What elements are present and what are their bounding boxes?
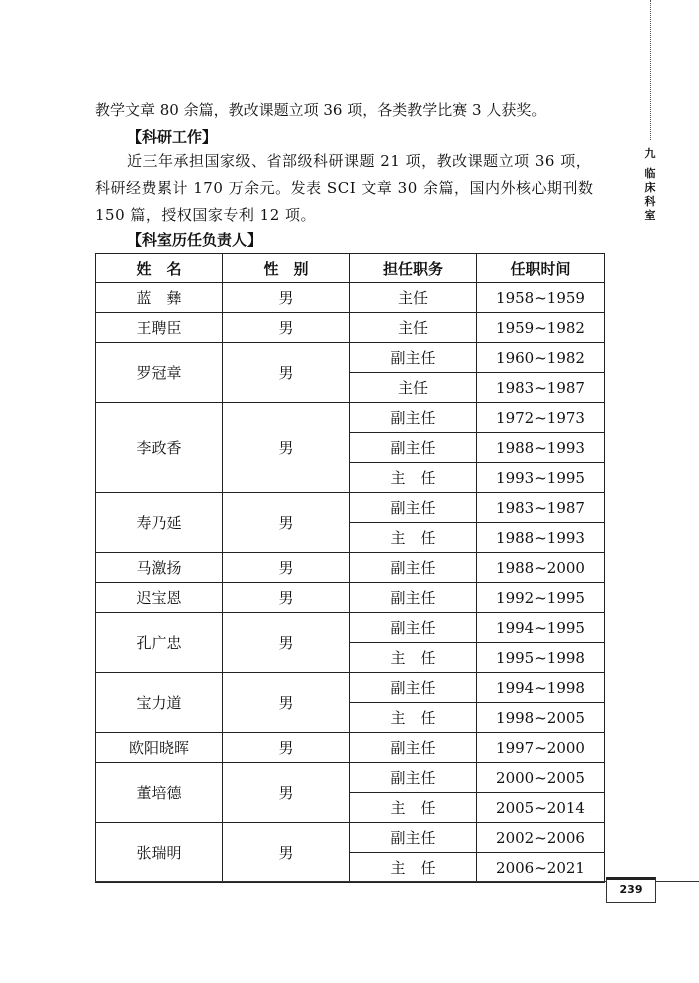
- cell-post: 主任: [350, 373, 477, 403]
- cell-post: 副主任: [350, 763, 477, 793]
- header-gender: 性 别: [223, 254, 350, 283]
- chapter-side-label: [642, 147, 658, 223]
- margin-dotted-line: [650, 0, 651, 140]
- cell-period: 1988~2000: [477, 553, 605, 583]
- table-row: [96, 763, 605, 793]
- cell-period: 1983~1987: [477, 493, 605, 523]
- cell-gender: 男: [223, 283, 350, 313]
- cell-gender: 男: [223, 313, 350, 343]
- cell-period: 2000~2005: [477, 763, 605, 793]
- cell-post: 主 任: [350, 703, 477, 733]
- cell-name: 宝力道: [96, 673, 223, 733]
- table-row: [96, 673, 605, 703]
- cell-name: 迟宝恩: [96, 583, 223, 613]
- cell-period: 1994~1998: [477, 673, 605, 703]
- table-row: [96, 583, 605, 613]
- table-row: [96, 823, 605, 853]
- cell-gender: 男: [223, 553, 350, 583]
- chapter-title: 临床科室: [644, 167, 656, 222]
- cell-name: 寿乃延: [96, 493, 223, 553]
- cell-post: 副主任: [350, 733, 477, 763]
- table-header-row: [96, 254, 605, 283]
- cell-post: 副主任: [350, 823, 477, 853]
- cell-period: 1959~1982: [477, 313, 605, 343]
- cell-name: 蓝 彝: [96, 283, 223, 313]
- table-body: [96, 283, 605, 883]
- cell-post: 副主任: [350, 433, 477, 463]
- cell-post: 副主任: [350, 493, 477, 523]
- cell-period: 2002~2006: [477, 823, 605, 853]
- cell-period: 2005~2014: [477, 793, 605, 823]
- cell-name: 马激扬: [96, 553, 223, 583]
- intro-paragraph: 教学文章 80 余篇，教改课题立项 36 项，各类教学比赛 3 人获奖。: [95, 101, 547, 119]
- table-row: [96, 283, 605, 313]
- cell-post: 主任: [350, 313, 477, 343]
- research-paragraph: 近三年承担国家级、省部级科研课题 21 项，教改课题立项 36 项，科研经费累计 170 万余元。发表 SCI 文章 30 余篇，国内外核心期刊数 150 篇，授权国家专利 12 项。: [95, 152, 594, 224]
- cell-period: 1992~1995: [477, 583, 605, 613]
- cell-name: 李政香: [96, 403, 223, 493]
- cell-post: 主 任: [350, 853, 477, 883]
- cell-gender: 男: [223, 763, 350, 823]
- header-name: 姓 名: [96, 254, 223, 283]
- table-row: [96, 553, 605, 583]
- table-row: [96, 493, 605, 523]
- table-row: [96, 343, 605, 373]
- cell-period: 1994~1995: [477, 613, 605, 643]
- cell-post: 主 任: [350, 793, 477, 823]
- cell-post: 主 任: [350, 643, 477, 673]
- cell-period: 1972~1973: [477, 403, 605, 433]
- cell-period: 1960~1982: [477, 343, 605, 373]
- cell-gender: 男: [223, 823, 350, 883]
- cell-post: 副主任: [350, 583, 477, 613]
- cell-period: 1997~2000: [477, 733, 605, 763]
- table-row: [96, 403, 605, 433]
- cell-name: 王聘臣: [96, 313, 223, 343]
- cell-post: 副主任: [350, 343, 477, 373]
- cell-name: 罗冠章: [96, 343, 223, 403]
- cell-period: 1983~1987: [477, 373, 605, 403]
- leaders-table: [95, 253, 605, 883]
- cell-post: 副主任: [350, 613, 477, 643]
- research-heading: 【科研工作】: [127, 128, 218, 146]
- cell-name: 孔广忠: [96, 613, 223, 673]
- cell-post: 主任: [350, 283, 477, 313]
- cell-name: 张瑞明: [96, 823, 223, 883]
- cell-gender: 男: [223, 613, 350, 673]
- table-row: [96, 613, 605, 643]
- cell-period: 2006~2021: [477, 853, 605, 883]
- header-post: 担任职务: [350, 254, 477, 283]
- leaders-table-heading: 【科室历任负责人】: [127, 231, 263, 249]
- cell-gender: 男: [223, 343, 350, 403]
- cell-gender: 男: [223, 673, 350, 733]
- cell-period: 1993~1995: [477, 463, 605, 493]
- table-row: [96, 313, 605, 343]
- cell-name: 欧阳晓晖: [96, 733, 223, 763]
- cell-gender: 男: [223, 403, 350, 493]
- cell-post: 主 任: [350, 523, 477, 553]
- header-period: 任职时间: [477, 254, 605, 283]
- table-row: [96, 733, 605, 763]
- cell-period: 1988~1993: [477, 433, 605, 463]
- cell-period: 1988~1993: [477, 523, 605, 553]
- page-number: 239: [606, 877, 656, 903]
- cell-gender: 男: [223, 733, 350, 763]
- cell-period: 1998~2005: [477, 703, 605, 733]
- cell-post: 副主任: [350, 673, 477, 703]
- cell-period: 1995~1998: [477, 643, 605, 673]
- cell-gender: 男: [223, 493, 350, 553]
- cell-post: 副主任: [350, 403, 477, 433]
- cell-post: 主 任: [350, 463, 477, 493]
- cell-post: 副主任: [350, 553, 477, 583]
- cell-period: 1958~1959: [477, 283, 605, 313]
- cell-name: 董培德: [96, 763, 223, 823]
- cell-gender: 男: [223, 583, 350, 613]
- chapter-number: 九: [644, 147, 656, 160]
